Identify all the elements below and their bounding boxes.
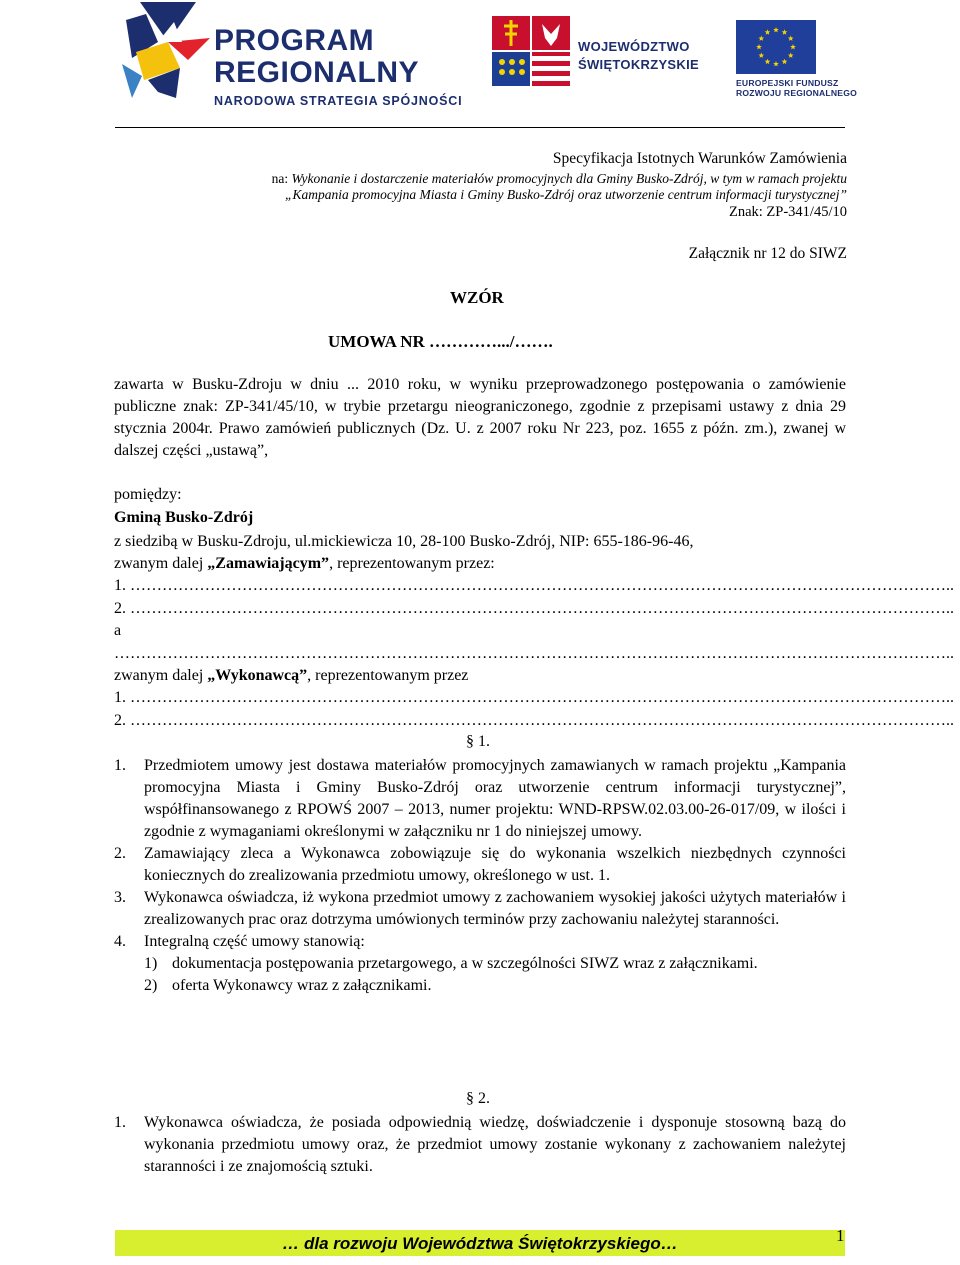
list-item-text: Wykonawca oświadcza, że posiada odpowiednią wiedzę, doświadczenie i dysponuje stosowną bazą do wykonania przedmiotu umowy oraz, że przedmiot umowy zostanie wykonany z zachowaniem należytej staranności i ze znajomością sztuki. <box>144 1114 846 1175</box>
program-regionalny-logo <box>118 2 478 112</box>
between-label: pomiędzy: <box>114 486 182 503</box>
contract-number-heading: UMOWA NR ………….../……. <box>328 332 553 351</box>
party2-role: „Wykonawcą” <box>207 667 308 684</box>
program-subtitle: NARODOWA STRATEGIA SPÓJNOŚCI <box>214 94 463 108</box>
party2-called <box>114 665 846 687</box>
spec-subject-text: Wykonanie i dostarczenie materiałów promocyjnych dla Gminy Busko-Zdrój, w tym w ramach projektu <box>291 171 847 186</box>
party1-name: Gminą Busko-Zdrój <box>114 509 254 526</box>
sub-list-item-text: dokumentacja postępowania przetargowego, a w szczególności SIWZ wraz z załącznikami. <box>172 955 758 972</box>
eu-line1: EUROPEJSKI FUNDUSZ <box>736 78 839 88</box>
eu-fund-logo <box>736 20 866 110</box>
intro-paragraph: zawarta w Busku-Zdroju w dniu ... 2010 roku, w wyniku przeprowadzonego postępowania o zamówienie publiczne znak: ZP-341/45/10, w trybie przetargu nieograniczonego, zgodnie z przepisami ustawy z dnia 29 stycznia 2004r. Prawo zamówień publicznych (Dz. U. z 2007 roku Nr 223, poz. 1655 z późn. zm.), zwanej w dalszej części „ustawą”, <box>114 376 846 459</box>
sub-list-item <box>144 953 846 975</box>
spec-campaign: „Kampania promocyjna Miasta i Gminy Busko-Zdrój oraz utworzenie centrum informacji turystycznej” <box>285 187 847 202</box>
representative-3-line: 1. ……………………………………………………………………………………………………………………………………….. <box>114 689 954 706</box>
list-item <box>114 843 846 887</box>
spec-subject-prefix: na: <box>271 171 292 186</box>
footer-slogan: … dla rozwoju Województwa Świętokrzyskiego… <box>282 1234 678 1253</box>
footer-bar <box>115 1230 845 1256</box>
list-item <box>114 887 846 931</box>
woj-line1: WOJEWÓDZTWO <box>578 39 690 54</box>
attachment-label: Załącznik nr 12 do SIWZ <box>688 245 847 262</box>
section-1-list <box>114 755 846 997</box>
party1-called <box>114 553 846 575</box>
and-label: a <box>114 622 122 639</box>
list-item-text: Wykonawca oświadcza, iż wykona przedmiot umowy z zachowaniem wysokiej jakości użytych materiałów i zrealizowanych prac oraz dotrzyma umówionych terminów przy zachowaniu należytej staranności. <box>144 889 846 928</box>
section-1-heading: § 1. <box>466 733 490 750</box>
list-item-number: 1. <box>114 1114 126 1131</box>
list-item <box>114 755 846 843</box>
list-item-text: Przedmiotem umowy jest dostawa materiałów promocyjnych zamawianych w ramach projektu „Kampania promocyjna Miasta i Gminy Busko-Zdrój oraz utworzenie centrum informacji turystycznej”, współfinansowanego z RPOWŚ 2007 – 2013, numer projektu: WND-RPSW.02.03.00-26-017/09, w ilości i zgodnie z wymaganiami określonymi w załączniku nr 1 do niniejszej umowy. <box>144 757 846 840</box>
sub-list-item-text: oferta Wykonawcy wraz z załącznikami. <box>172 977 432 994</box>
list-item-text: Integralną część umowy stanowią: <box>144 933 365 950</box>
spec-reference: Znak: ZP-341/45/10 <box>728 204 847 220</box>
header-divider <box>115 127 845 128</box>
wojewodztwo-logo <box>492 16 712 96</box>
program-title-line1: PROGRAM <box>214 24 375 57</box>
sub-list-item-number: 1) <box>144 955 158 972</box>
representative-1-line: 1. ……………………………………………………………………………………………………………………………………….. <box>114 577 954 594</box>
eu-line2: ROZWOJU REGIONALNEGO <box>736 88 857 99</box>
list-item-number: 1. <box>114 757 126 774</box>
list-item-text: Zamawiający zleca a Wykonawca zobowiązuje się do wykonania wszelkich niezbędnych czynności koniecznych do zrealizowania przedmiotu umowy, określonego w ust. 1. <box>144 845 846 884</box>
program-title-line2: REGIONALNY <box>214 56 420 89</box>
section-2-list <box>114 1112 846 1178</box>
sub-list-item <box>144 975 846 997</box>
representative-4-line: 2. ……………………………………………………………………………………………………………………………………….. <box>114 712 954 729</box>
party2-called-post: , reprezentowanym przez <box>307 667 469 684</box>
list-item <box>114 931 846 953</box>
party2-called-pre: zwanym dalej <box>114 667 208 684</box>
party1-called-post: , reprezentowanym przez: <box>329 555 495 572</box>
program-regionalny-emblem-icon <box>118 2 218 112</box>
page-number: 1 <box>836 1226 845 1245</box>
section-2-heading: § 2. <box>466 1090 490 1107</box>
woj-line2: ŚWIĘTOKRZYSKIE <box>578 56 699 72</box>
eu-flag-icon <box>736 20 816 74</box>
spec-subject <box>272 171 847 187</box>
spec-title: Specyfikacja Istotnych Warunków Zamówienia <box>552 150 847 167</box>
party1-address: z siedzibą w Busku-Zdroju, ul.mickiewicza 10, 28-100 Busko-Zdrój, NIP: 655-186-96-46, <box>114 533 694 550</box>
representative-2-line: 2. ……………………………………………………………………………………………………………………………………….. <box>114 600 954 617</box>
list-item-number: 3. <box>114 889 126 906</box>
party1-called-pre: zwanym dalej <box>114 555 208 572</box>
coat-of-arms-icon <box>492 16 572 88</box>
sub-list-item-number: 2) <box>144 977 158 994</box>
list-item-number: 2. <box>114 845 126 862</box>
list-item <box>114 1112 846 1178</box>
party1-role: „Zamawiającym” <box>207 555 330 572</box>
list-item-number: 4. <box>114 933 126 950</box>
template-heading: WZÓR <box>450 288 504 307</box>
party2-name-line: ………………………………………………………………………………………………………………………………………….. <box>114 645 954 662</box>
